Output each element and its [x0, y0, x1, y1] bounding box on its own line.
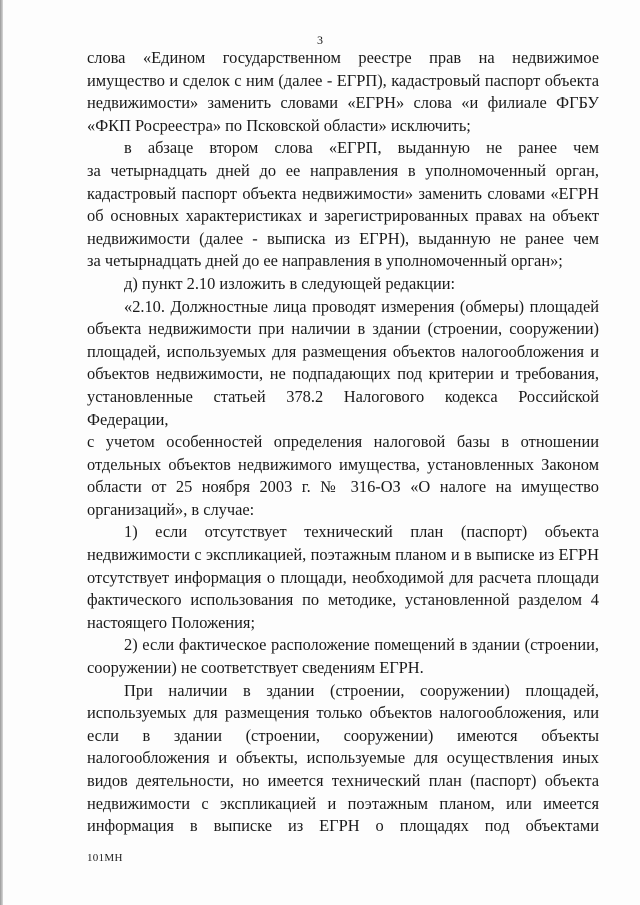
text-line: имущество и сделок с ним (далее - ЕГРП), кадастровый паспорт объекта: [87, 70, 599, 90]
text-line: информация в выписке из ЕГРН о площадях под объектами: [87, 816, 599, 836]
text-line: 2) если фактическое расположение помещений в здании (строении,: [124, 635, 599, 655]
text-line: недвижимости с экспликацией и поэтажным планом, или имеется: [87, 793, 599, 813]
text-line: с учетом особенностей определения налоговой базы в отношении: [87, 432, 599, 452]
scan-edge: [0, 0, 3, 905]
text-line: фактического использования по методике, установленной разделом 4: [87, 590, 599, 610]
text-line: недвижимости» заменить словами «ЕГРН» слова «и филиале ФГБУ: [87, 93, 599, 113]
text-line: д) пункт 2.10 изложить в следующей редакции:: [124, 273, 456, 293]
text-line: недвижимости (далее - выписка из ЕГРН), выданную не ранее чем: [87, 228, 599, 248]
text-line: об основных характеристиках и зарегистрированных правах на объект: [87, 206, 599, 226]
text-line: «2.10. Должностные лица проводят измерения (обмеры) площадей: [124, 296, 599, 316]
footer-code: 101МН: [87, 852, 123, 864]
text-line: слова «Едином государственном реестре прав на недвижимое: [87, 48, 599, 67]
text-line: При наличии в здании (строении, сооружении) площадей,: [124, 680, 599, 700]
text-line: за четырнадцать дней до ее направления в уполномоченный орган,: [87, 160, 599, 180]
document-body: [87, 47, 599, 838]
text-line: налогообложения и объекты, используемые для осуществления иных: [87, 748, 599, 768]
text-line: настоящего Положения;: [87, 612, 255, 632]
page-number: 3: [317, 33, 323, 47]
text-line: сооружении) не соответствует сведениям ЕГРН.: [87, 658, 424, 678]
text-line: «ФКП Росреестра» по Псковской области» исключить;: [87, 115, 471, 135]
text-line: установленные статьей 378.2 Налогового кодекса Российской Федерации,: [87, 386, 599, 429]
text-line: за четырнадцать дней до ее направления в уполномоченный орган»;: [87, 251, 563, 271]
text-line: области от 25 ноября 2003 г. № 316-ОЗ «О налоге на имущество: [87, 477, 599, 497]
text-line: видов деятельности, но имеется технический план (паспорт) объекта: [87, 771, 599, 790]
text-line: если в здании (строении, сооружении) имеются объекты: [87, 725, 599, 745]
text-line: недвижимости с экспликацией, поэтажным планом и в выписке из ЕГРН: [87, 545, 599, 565]
text-line: организаций», в случае:: [87, 499, 255, 519]
text-line: 1) если отсутствует технический план (паспорт) объекта: [124, 522, 599, 542]
text-line: используемых для размещения только объектов налогообложения, или: [87, 703, 599, 723]
text-line: объекта недвижимости при наличии в здании (строении, сооружении): [87, 319, 599, 339]
text-line: отсутствует информация о площади, необходимой для расчета площади: [87, 567, 599, 587]
text-line: объектов недвижимости, не подпадающих под критерии и требования,: [87, 364, 599, 384]
text-line: кадастровый паспорт объекта недвижимости» заменить словами «ЕГРН: [87, 183, 599, 203]
text-line: площадей, используемых для размещения объектов налогообложения и: [87, 341, 599, 361]
text-line: в абзаце втором слова «ЕГРП, выданную не ранее чем: [124, 138, 599, 158]
text-line: отдельных объектов недвижимого имущества, установленных Законом: [87, 454, 599, 474]
